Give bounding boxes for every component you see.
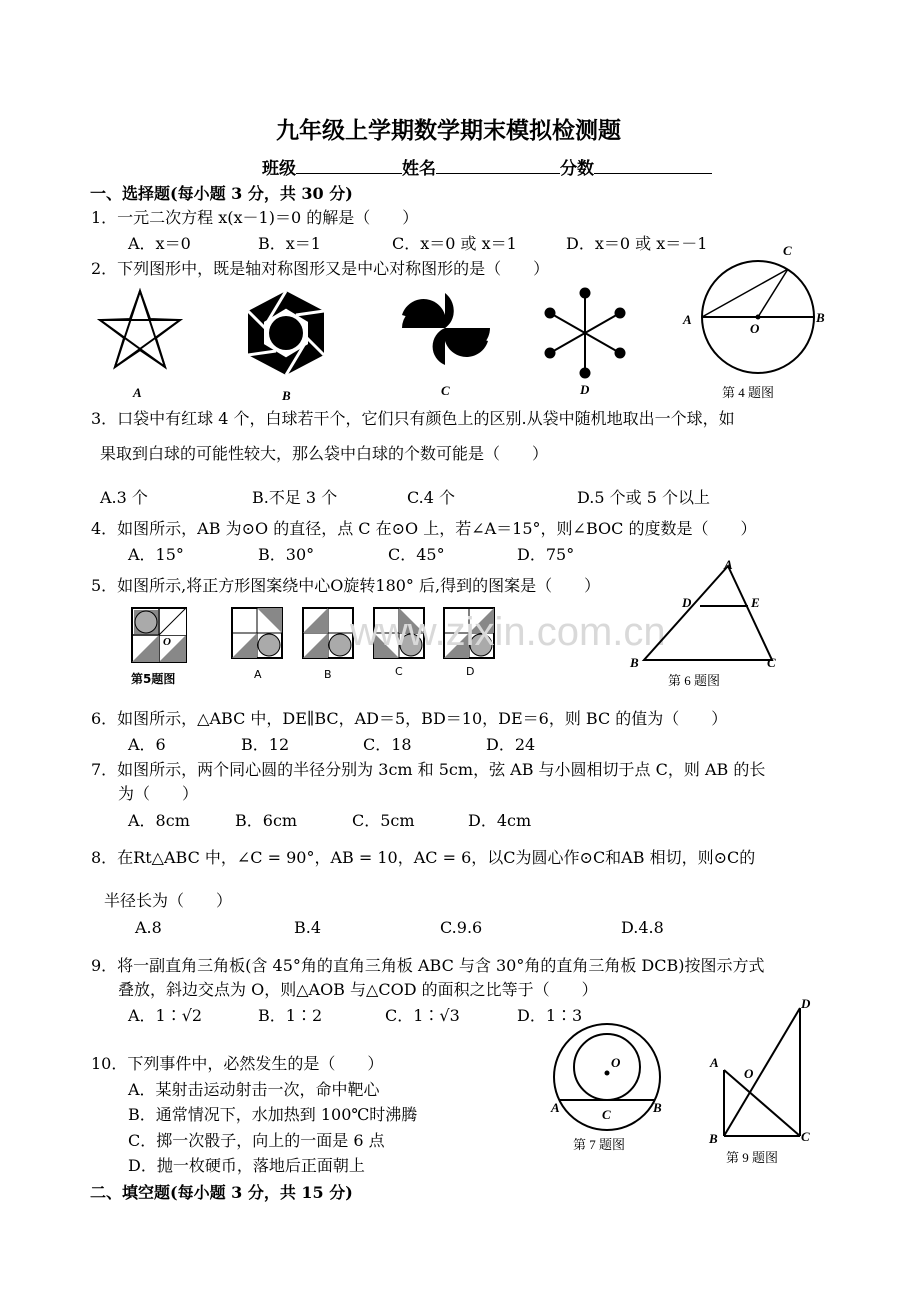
q1-option-a[interactable]: A．x＝0 (128, 234, 191, 253)
fig9-point-o: O (744, 1066, 754, 1081)
q4-option-d[interactable]: D．75° (517, 545, 575, 564)
q5-center-label: O (163, 636, 171, 648)
fig7-point-b: B (653, 1100, 662, 1115)
q7-option-a[interactable]: A．8cm (128, 811, 190, 830)
q2-label-d[interactable]: D (580, 382, 590, 397)
q8-option-d[interactable]: D.4.8 (621, 918, 664, 937)
question-10-stem: 10．下列事件中，必然发生的是（ ） (91, 1054, 384, 1073)
section-heading-fill: 二、填空题(每小题 3 分，共 15 分) (90, 1183, 353, 1202)
q3-option-b[interactable]: B.不足 3 个 (252, 488, 338, 507)
q1-option-c[interactable]: C．x＝0 或 x＝1 (392, 234, 517, 253)
name-blank[interactable] (436, 155, 560, 174)
class-blank[interactable] (296, 155, 402, 174)
q6-option-b[interactable]: B．12 (241, 735, 290, 754)
q10-option-c[interactable]: C．掷一次骰子，向上的一面是 6 点 (128, 1131, 385, 1150)
q2-label-c[interactable]: C (441, 383, 450, 398)
class-label: 班级 (262, 159, 296, 179)
fig6-point-c: C (767, 655, 776, 670)
question-9-line1: 9．将一副直角三角板(含 45°角的直角三角板 ABC 与含 30°角的直角三角板 DCB)按图示方式 (91, 956, 765, 975)
q5-label-b[interactable]: B (324, 668, 332, 681)
question-8-line1: 8．在Rt△ABC 中，∠C = 90°，AB = 10，AC = 6，以C为圆心作⊙C和AB 相切，则⊙C的 (91, 848, 756, 867)
fig6-point-a: A (724, 557, 733, 572)
q10-option-b[interactable]: B．通常情况下，水加热到 100℃时沸腾 (128, 1105, 418, 1124)
question-1-stem: 1．一元二次方程 x(x－1)＝0 的解是（ ） (91, 208, 419, 227)
fig6-caption: 第 6 题图 (668, 673, 721, 688)
q2-label-a[interactable]: A (133, 385, 142, 400)
figure-6-triangle (640, 560, 780, 670)
q8-option-a[interactable]: A.8 (135, 918, 162, 937)
fig9-point-c: C (801, 1129, 810, 1144)
question-9-line2: 叠放，斜边交点为 O，则△AOB 与△COD 的面积之比等于（ ） (118, 980, 598, 999)
score-blank[interactable] (594, 155, 712, 174)
q5-caption: 第5题图 (131, 672, 176, 686)
q2-figures (90, 285, 690, 405)
fig9-point-b: B (709, 1131, 718, 1146)
watermark: www.zixin.com.cn (350, 610, 666, 654)
fig4-point-b: B (816, 310, 825, 325)
q7-option-d[interactable]: D．4cm (468, 811, 532, 830)
fig7-point-o: O (611, 1055, 621, 1070)
fig6-point-d: D (682, 595, 692, 610)
header-fields (262, 154, 712, 179)
question-8-line2: 半径长为（ ） (104, 891, 233, 910)
q5-label-a[interactable]: A (254, 668, 262, 681)
q6-option-d[interactable]: D．24 (486, 735, 536, 754)
q9-option-a[interactable]: A．1∶√2 (128, 1006, 203, 1025)
q6-option-a[interactable]: A．6 (128, 735, 166, 754)
fig4-point-c: C (783, 243, 792, 258)
page-title: 九年级上学期数学期末模拟检测题 (276, 118, 621, 144)
q5-label-d[interactable]: D (466, 665, 475, 678)
q3-option-c[interactable]: C.4 个 (407, 488, 456, 507)
fig9-point-d: D (801, 996, 811, 1011)
asterisk-figure (545, 288, 626, 379)
q2-label-b[interactable]: B (282, 388, 291, 403)
section-heading-choice: 一、选择题(每小题 3 分，共 30 分) (90, 184, 353, 203)
fig7-caption: 第 7 题图 (573, 1137, 626, 1152)
q5-pattern-a[interactable] (232, 608, 282, 658)
q5-label-c[interactable]: C (395, 665, 403, 678)
q5-pattern-b[interactable] (303, 608, 353, 658)
fig4-point-a: A (683, 312, 692, 327)
q1-option-b[interactable]: B．x＝1 (258, 234, 321, 253)
q5-original-pattern (132, 608, 186, 662)
score-label: 分数 (560, 159, 594, 179)
question-4-stem: 4．如图所示，AB 为⊙O 的直径，点 C 在⊙O 上，若∠A＝15°，则∠BOC 的度数是（ ） (91, 519, 757, 538)
fig7-point-a: A (551, 1100, 560, 1115)
fig6-point-b: B (630, 655, 639, 670)
q10-option-a[interactable]: A．某射击运动射击一次，命中靶心 (128, 1080, 380, 1099)
q4-option-a[interactable]: A．15° (128, 545, 184, 564)
question-3-line1: 3．口袋中有红球 4 个，白球若干个，它们只有颜色上的区别.从袋中随机地取出一个球，如 (91, 409, 735, 428)
question-3-line2: 果取到白球的可能性较大，那么袋中白球的个数可能是（ ） (100, 444, 549, 463)
q8-option-c[interactable]: C.9.6 (440, 918, 483, 937)
q6-option-c[interactable]: C．18 (363, 735, 412, 754)
q4-option-b[interactable]: B．30° (258, 545, 315, 564)
question-2-stem: 2．下列图形中，既是轴对称图形又是中心对称图形的是（ ） (91, 259, 550, 278)
question-7-line2: 为（ ） (118, 784, 199, 803)
pinwheel-figure (402, 293, 490, 365)
q9-option-c[interactable]: C．1∶√3 (385, 1006, 460, 1025)
fig4-caption: 第 4 题图 (722, 385, 775, 400)
q8-option-b[interactable]: B.4 (294, 918, 322, 937)
fig9-caption: 第 9 题图 (726, 1150, 779, 1165)
question-5-stem: 5．如图所示,将正方形图案绕中心O旋转180° 后,得到的图案是（ ） (91, 576, 601, 595)
question-7-line1: 7．如图所示，两个同心圆的半径分别为 3cm 和 5cm，弦 AB 与小圆相切于点 C，则 AB 的长 (91, 760, 766, 779)
q3-option-d[interactable]: D.5 个或 5 个以上 (577, 488, 710, 507)
q9-option-b[interactable]: B．1∶2 (258, 1006, 323, 1025)
name-label: 姓名 (402, 159, 436, 179)
q7-option-c[interactable]: C．5cm (352, 811, 415, 830)
q9-option-d[interactable]: D．1∶3 (517, 1006, 583, 1025)
q10-option-d[interactable]: D．抛一枚硬币，落地后正面朝上 (128, 1156, 365, 1175)
q4-option-c[interactable]: C．45° (388, 545, 445, 564)
q7-option-b[interactable]: B．6cm (235, 811, 298, 830)
figure-4-circle (690, 255, 830, 385)
fig6-point-e: E (751, 595, 760, 610)
figure-9-triangles (718, 1000, 808, 1140)
fig7-point-c: C (602, 1107, 611, 1122)
fig9-point-a: A (710, 1055, 719, 1070)
q3-option-a[interactable]: A.3 个 (100, 488, 148, 507)
question-6-stem: 6．如图所示，△ABC 中，DE∥BC，AD＝5，BD＝10，DE＝6，则 BC 的值为（ ） (91, 709, 728, 728)
q1-option-d[interactable]: D．x＝0 或 x＝－1 (566, 234, 708, 253)
fig4-point-o: O (750, 321, 760, 336)
